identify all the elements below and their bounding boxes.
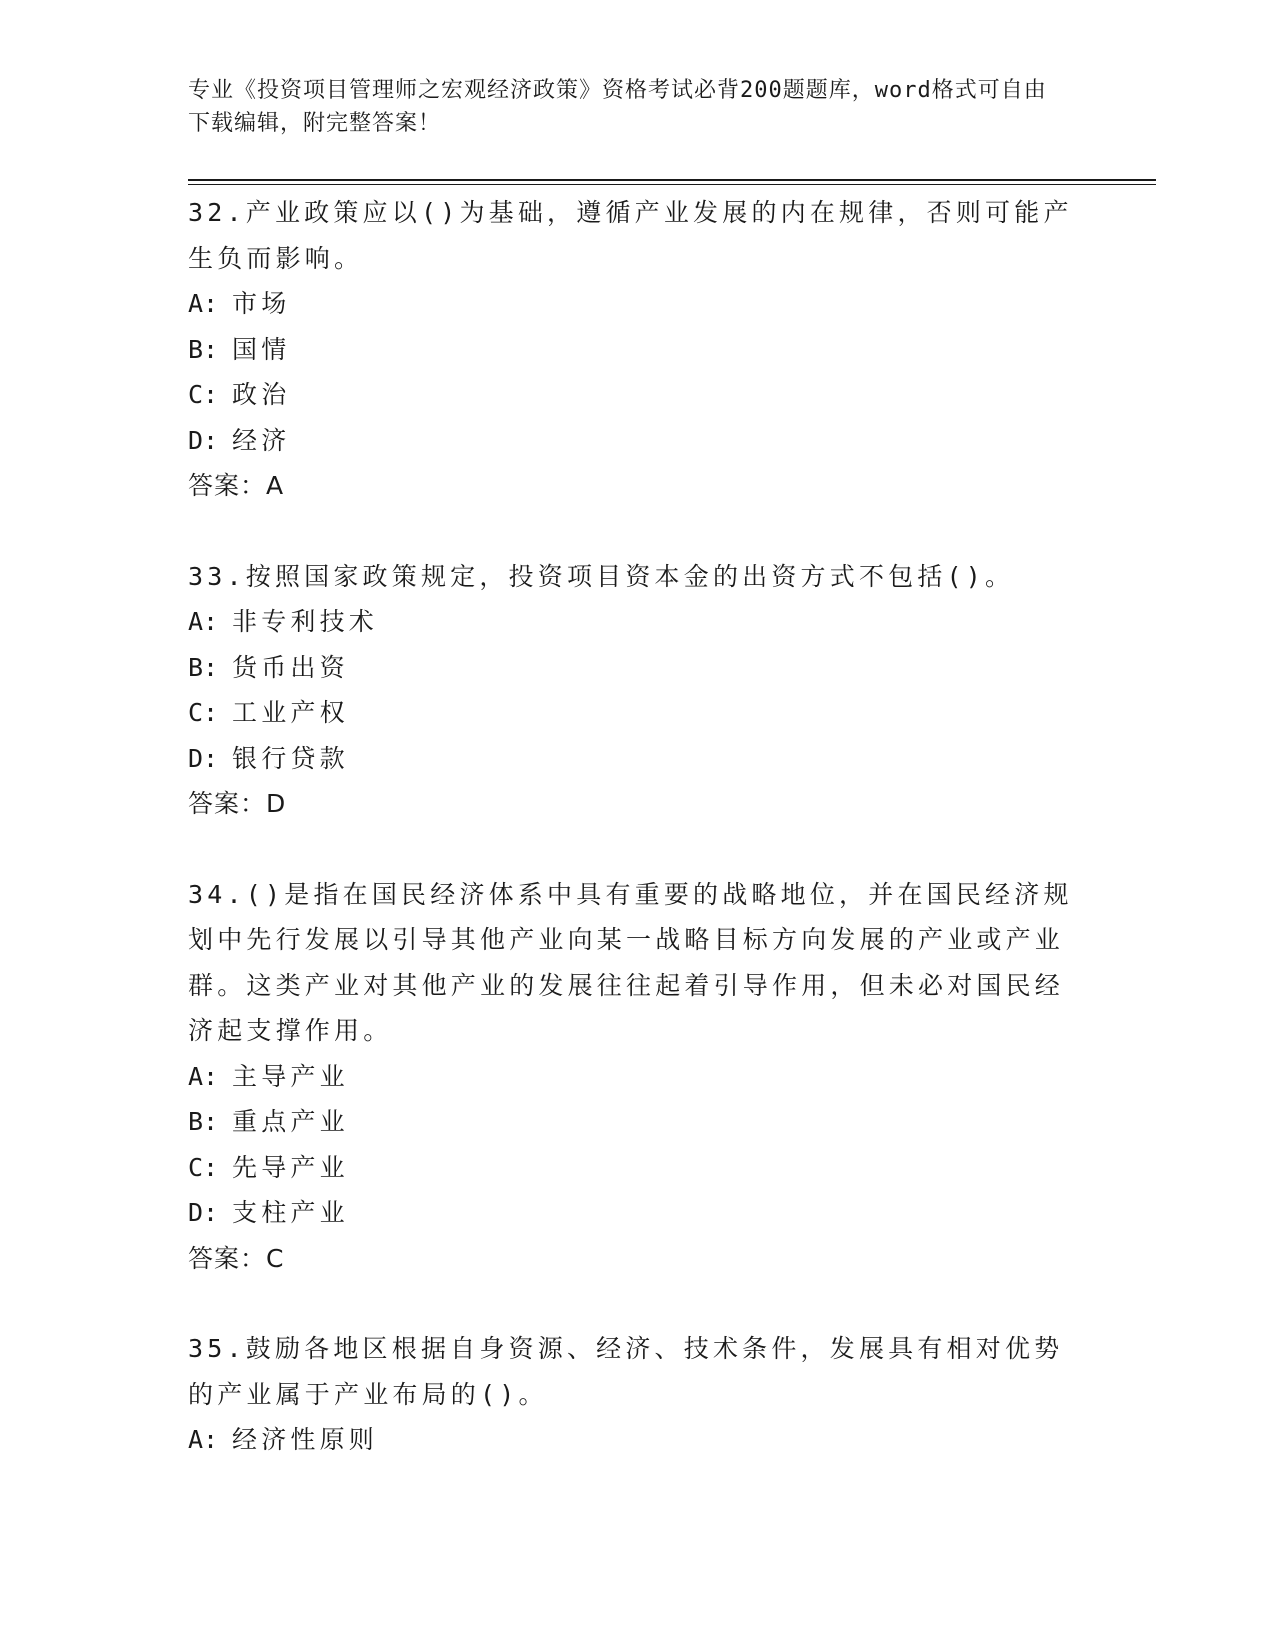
answer-line: 答案：A bbox=[188, 471, 285, 500]
option-key: D: bbox=[188, 425, 219, 455]
question-34 bbox=[188, 872, 1088, 1282]
option-text: 支柱产业 bbox=[232, 1198, 349, 1227]
option-b bbox=[188, 327, 1088, 373]
option-key: B: bbox=[188, 334, 219, 364]
question-stem: 34.()是指在国民经济体系中具有重要的战略地位，并在国民经济规划中先行发展以引导其他产业向某一战略目标方向发展的产业或产业群。这类产业对其他产业的发展往往起着引导作用，但未必对国民经济起支撑作用。 bbox=[188, 879, 1073, 1045]
question-35 bbox=[188, 1326, 1088, 1463]
option-d bbox=[188, 418, 1088, 464]
option-text: 银行贷款 bbox=[232, 743, 349, 773]
option-text: 重点产业 bbox=[232, 1107, 349, 1136]
option-key: A: bbox=[188, 1061, 219, 1091]
option-a bbox=[188, 1054, 1088, 1100]
option-a bbox=[188, 599, 1088, 645]
option-text: 经济性原则 bbox=[232, 1425, 379, 1454]
option-key: A: bbox=[188, 1425, 219, 1454]
question-33 bbox=[188, 554, 1088, 827]
option-text: 货币出资 bbox=[232, 652, 349, 682]
option-key: C: bbox=[188, 698, 219, 727]
option-key: B: bbox=[188, 652, 219, 682]
question-stem: 35.鼓励各地区根据自身资源、经济、技术条件，发展具有相对优势的产业属于产业布局的()。 bbox=[188, 1334, 1064, 1409]
option-b bbox=[188, 645, 1088, 691]
option-c bbox=[188, 372, 1088, 418]
option-d bbox=[188, 1190, 1088, 1236]
option-key: C: bbox=[188, 380, 219, 409]
question-list bbox=[188, 190, 1088, 1508]
document-header: 专业《投资项目管理师之宏观经济政策》资格考试必背200题题库，word格式可自由下载编辑，附完整答案！ bbox=[188, 78, 1047, 136]
option-key: B: bbox=[188, 1107, 219, 1136]
question-32 bbox=[188, 190, 1088, 509]
answer-line: 答案：D bbox=[188, 789, 287, 818]
option-text: 国情 bbox=[232, 334, 291, 364]
question-stem: 33.按照国家政策规定，投资项目资本金的出资方式不包括()。 bbox=[188, 561, 1015, 591]
option-d bbox=[188, 736, 1088, 782]
option-a bbox=[188, 281, 1088, 327]
option-text: 主导产业 bbox=[232, 1061, 349, 1091]
option-text: 政治 bbox=[232, 380, 291, 409]
option-c bbox=[188, 690, 1088, 736]
answer-line: 答案：C bbox=[188, 1243, 285, 1273]
option-text: 经济 bbox=[232, 425, 291, 455]
option-text: 工业产权 bbox=[232, 698, 349, 727]
option-a bbox=[188, 1417, 1088, 1463]
option-text: 非专利技术 bbox=[232, 607, 379, 636]
option-key: C: bbox=[188, 1152, 219, 1182]
option-key: D: bbox=[188, 1198, 219, 1227]
question-stem: 32.产业政策应以()为基础，遵循产业发展的内在规律，否则可能产生负而影响。 bbox=[188, 198, 1073, 273]
option-text: 市场 bbox=[232, 289, 291, 318]
option-text: 先导产业 bbox=[232, 1152, 349, 1182]
header-double-rule bbox=[188, 179, 1156, 185]
option-c bbox=[188, 1145, 1088, 1191]
option-key: A: bbox=[188, 607, 219, 636]
option-key: A: bbox=[188, 289, 219, 318]
option-b bbox=[188, 1099, 1088, 1145]
option-key: D: bbox=[188, 743, 219, 773]
